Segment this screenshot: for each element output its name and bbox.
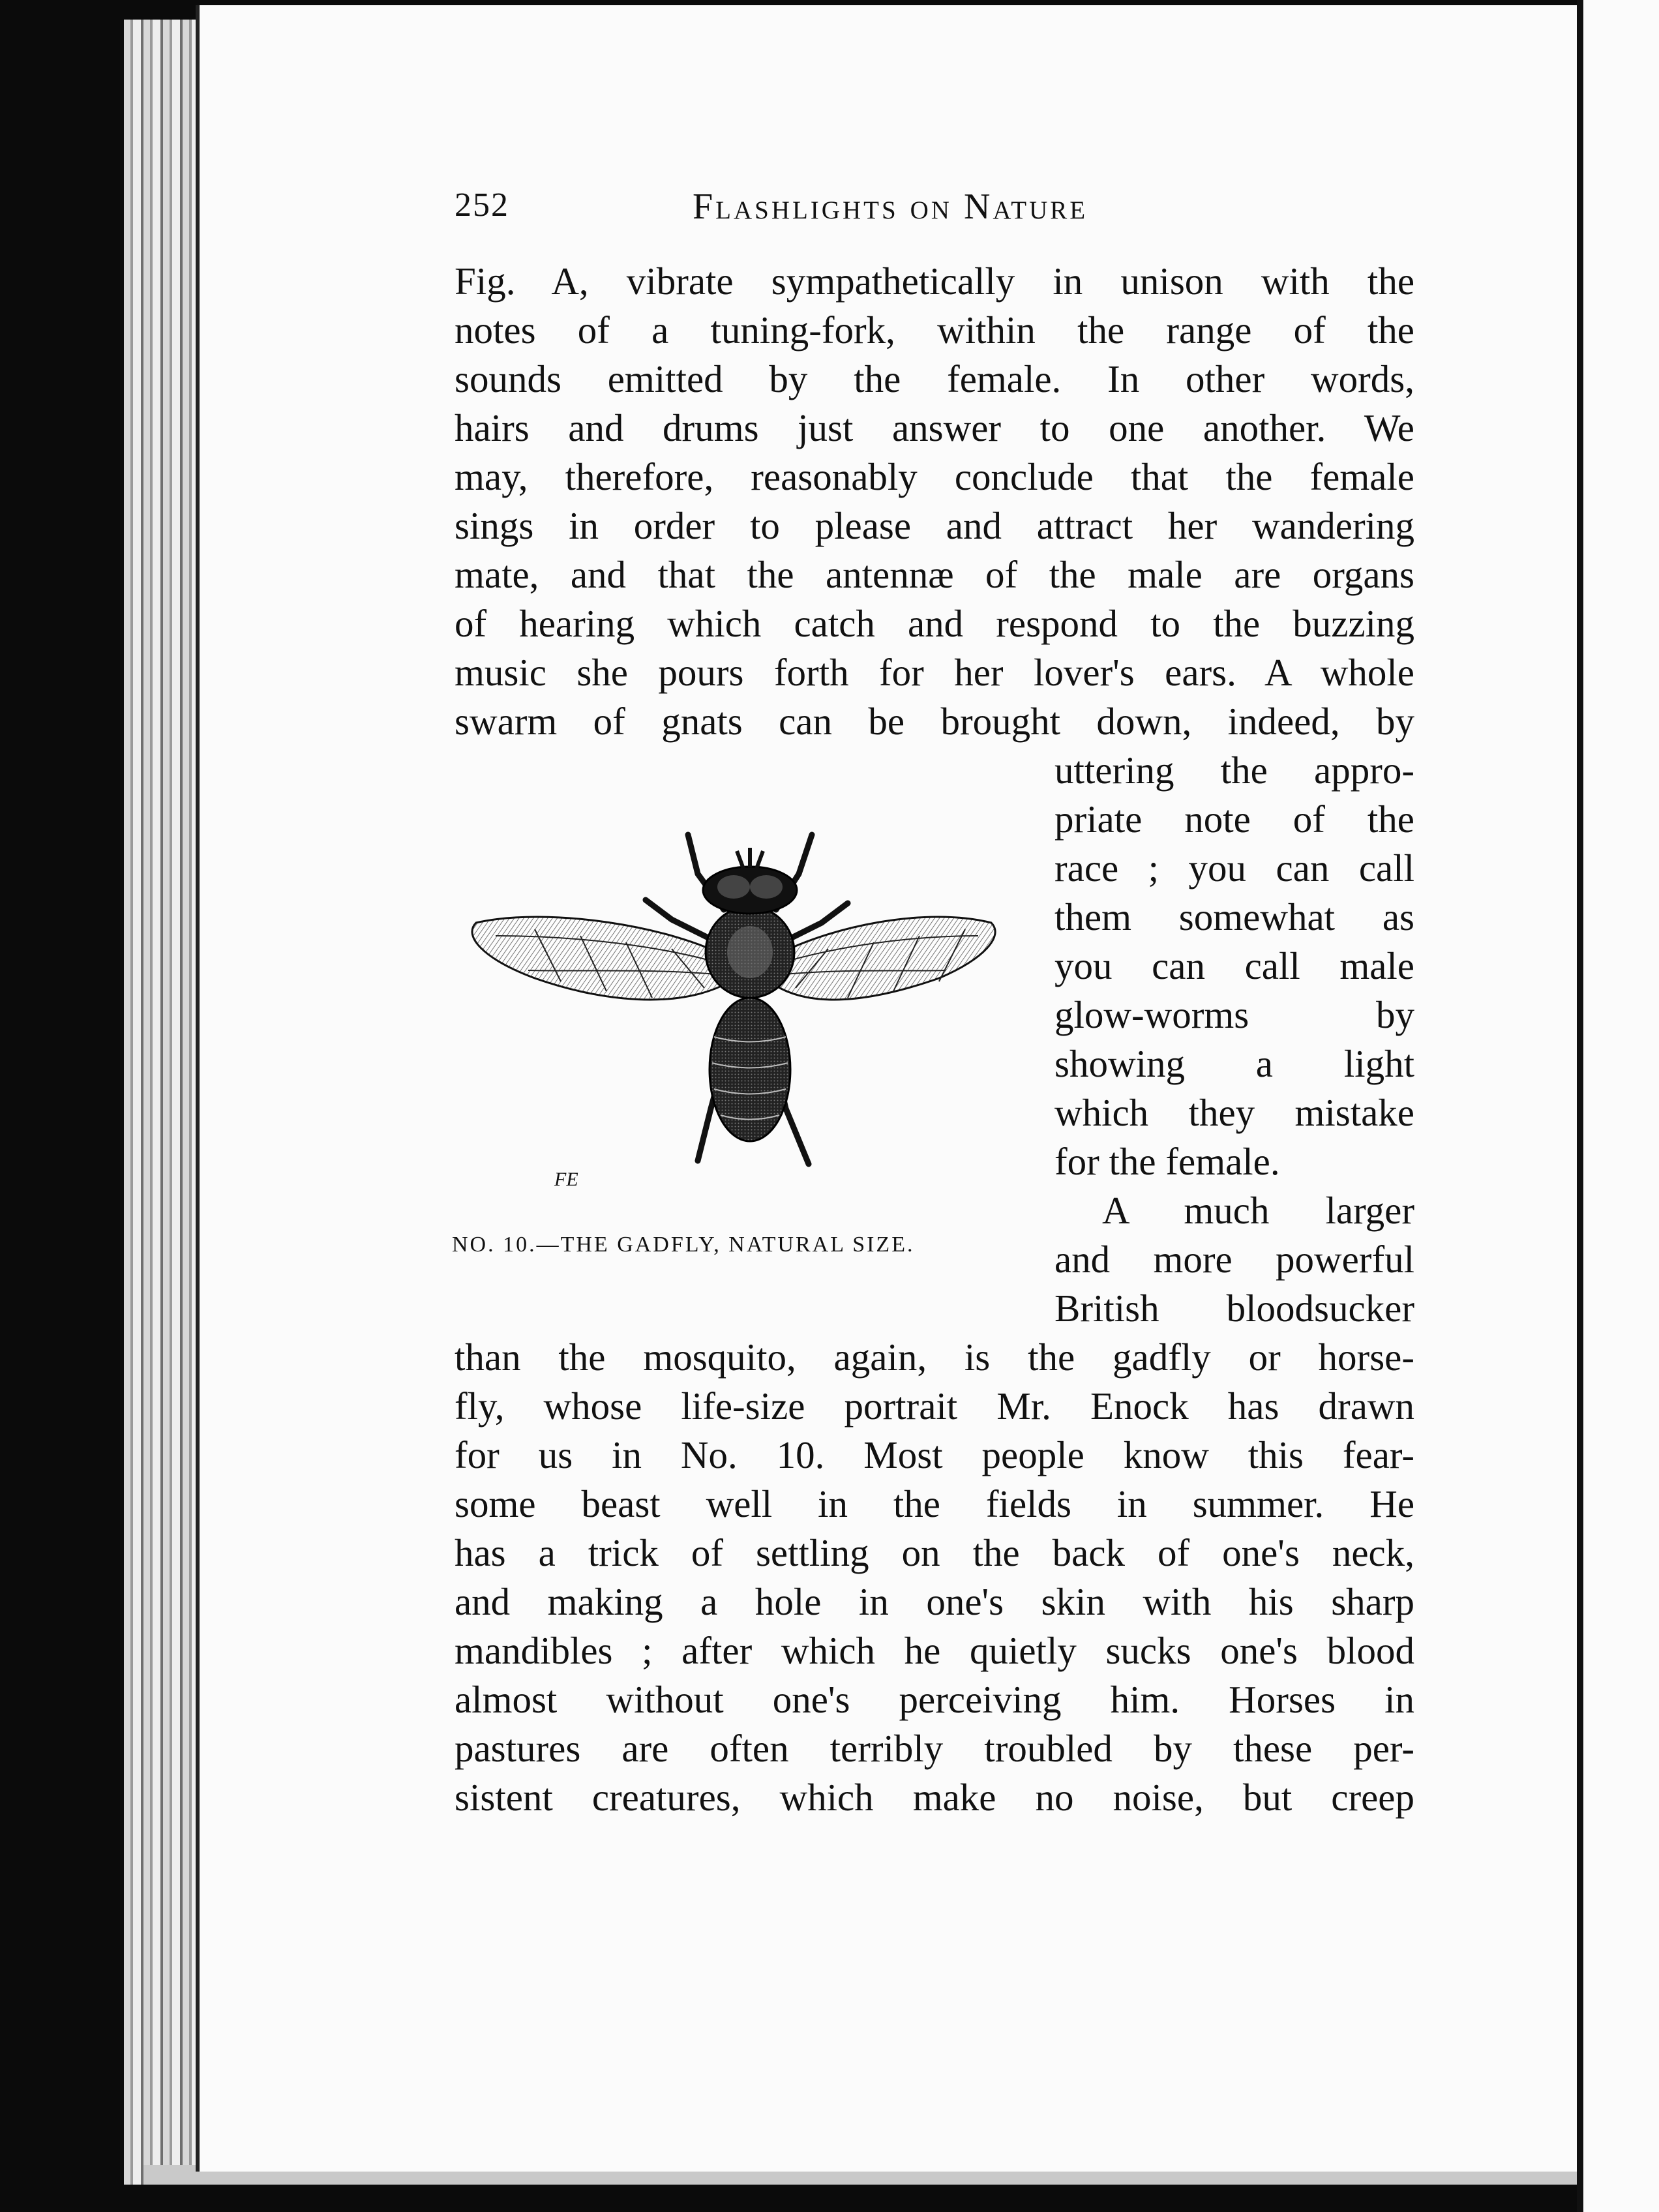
body-line: and making a hole in one's skin with his sharp bbox=[455, 1580, 1414, 1623]
side-line: them somewhat as bbox=[1054, 895, 1414, 938]
side-line: showing a light bbox=[1054, 1042, 1414, 1085]
body-line: for us in No. 10. Most people know this fear- bbox=[455, 1433, 1414, 1476]
body-line: music she pours forth for her lover's ears. A whole bbox=[455, 651, 1414, 694]
page-number: 252 bbox=[455, 187, 509, 224]
body-line: hairs and drums just answer to one another. We bbox=[455, 406, 1414, 449]
running-title: Flashlights on Nature bbox=[693, 187, 1088, 227]
side-line: A much larger bbox=[1102, 1189, 1414, 1232]
body-line: swarm of gnats can be brought down, indeed, by bbox=[455, 700, 1414, 743]
body-line: pastures are often terribly troubled by these per- bbox=[455, 1727, 1414, 1770]
body-line: notes of a tuning-fork, within the range of the bbox=[455, 308, 1414, 351]
body-line: has a trick of settling on the back of one's neck, bbox=[455, 1531, 1414, 1574]
artist-signature: FE bbox=[554, 1169, 578, 1190]
side-line: and more powerful bbox=[1054, 1238, 1414, 1281]
body-line: may, therefore, reasonably conclude that the female bbox=[455, 455, 1414, 498]
facing-page-edge bbox=[1577, 0, 1659, 2212]
side-line: priate note of the bbox=[1054, 798, 1414, 841]
antennae bbox=[737, 848, 763, 869]
body-line: sistent creatures, which make no noise, but creep bbox=[455, 1776, 1414, 1819]
body-line: Fig. A, vibrate sympathetically in unison with the bbox=[455, 260, 1414, 303]
gadfly-illustration bbox=[456, 796, 1011, 1200]
body-line: sings in order to please and attract her wandering bbox=[455, 504, 1414, 547]
body-line: mate, and that the antennæ of the male are organs bbox=[455, 553, 1414, 596]
body-line: mandibles ; after which he quietly sucks one's blood bbox=[455, 1629, 1414, 1672]
side-line: British bloodsucker bbox=[1054, 1287, 1414, 1330]
body-line: sounds emitted by the female. In other words, bbox=[455, 357, 1414, 400]
side-line: glow-worms by bbox=[1054, 993, 1414, 1036]
body-line: fly, whose life-size portrait Mr. Enock has drawn bbox=[455, 1384, 1414, 1427]
figure-caption: NO. 10.—THE GADFLY, NATURAL SIZE. bbox=[452, 1233, 915, 1257]
body-line: some beast well in the fields in summer. He bbox=[455, 1482, 1414, 1525]
page-header bbox=[455, 186, 1420, 232]
body-line: almost without one's perceiving him. Horses in bbox=[455, 1678, 1414, 1721]
head bbox=[703, 867, 797, 914]
side-line: which they mistake bbox=[1054, 1091, 1414, 1134]
body-line: of hearing which catch and respond to the buzzing bbox=[455, 602, 1414, 645]
side-line: you can call male bbox=[1054, 944, 1414, 987]
body-line: than the mosquito, again, is the gadfly or horse- bbox=[455, 1336, 1414, 1379]
side-line: uttering the appro- bbox=[1054, 749, 1414, 792]
side-line: for the female. bbox=[1054, 1140, 1280, 1183]
side-line: race ; you can call bbox=[1054, 846, 1414, 889]
